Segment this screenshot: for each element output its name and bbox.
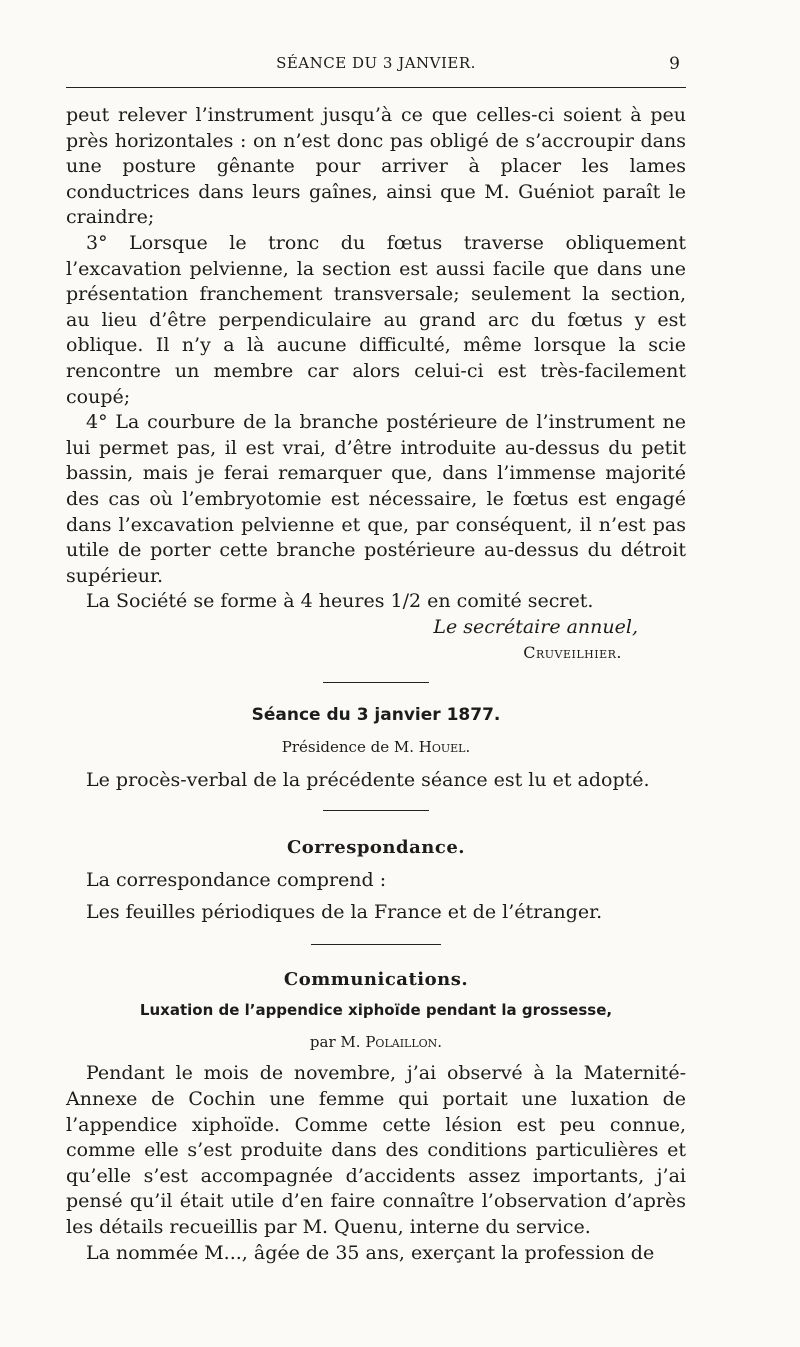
article-title: Luxation de l’appendice xiphoïde pendant la grossesse, [139, 1001, 613, 1020]
body-text [66, 103, 686, 1266]
running-title: SÉANCE DU 3 JANVIER. [276, 54, 476, 72]
paragraph-point-3: 3° Lorsque le tronc du fœtus traverse obliquement l’excavation pelvienne, la section est aussi facile que dans une présentation franchement transversale; seulement la section, au lieu d’être perpendiculaire au grand arc du fœtus y est oblique. Il n’y a là aucune difficulté, même lorsque la scie rencontre un membre car alors celui-ci est très-facilement coupé; [66, 231, 686, 408]
author-prefix: par M. [309, 1032, 361, 1051]
signature-name: Cruveilhier. [523, 643, 622, 663]
signature-role: Le secrétaire annuel, [433, 615, 638, 638]
session-minutes: Le procès-verbal de la précédente séance est lu et adopté. [86, 769, 650, 792]
session-presidence [66, 735, 686, 761]
communications-title: Communications. [283, 968, 469, 990]
paragraph-point-4: 4° La courbure de la branche postérieure de l’instrument ne lui permet pas, il est vrai, d’être introduite au-dessus du petit bassin, mais je ferai remarquer que, dans l’immense majorité des cas où l’embryotomie est nécessaire, le fœtus est engagé dans l’excavation pelvienne et que, par conséquent, il n’est pas utile de porter cette branche postérieure au-dessus du détroit supérieur. [66, 411, 686, 587]
article-author [66, 1030, 686, 1056]
correspondance-line-2: Les feuilles périodiques de la France et de l’étranger. [86, 901, 603, 924]
page-number: 9 [669, 54, 680, 74]
presidence-prefix: Présidence de M. [281, 737, 414, 756]
correspondance-line-1: La correspondance comprend : [86, 869, 387, 892]
author-name: Polaillon. [365, 1032, 443, 1051]
session-title: Séance du 3 janvier 1877. [251, 705, 501, 726]
paragraph-comite-secret: La Société se forme à 4 heures 1/2 en comité secret. [86, 590, 594, 613]
correspondance-title: Correspondance. [286, 836, 466, 858]
article-paragraph-2: La nommée M..., âgée de 35 ans, exerçant la profession de [86, 1241, 655, 1264]
article-paragraph-1: Pendant le mois de novembre, j’ai observé à la Maternité-Annexe de Cochin une femme qui portait une luxation de l’appendice xiphoïde. Comme cette lésion est peu connue, comme elle s’est produite dans des conditions particulières et qu’elle s’est accompagnée d’accidents assez importants, j’ai pensé qu’il était utile d’en faire connaître l’observation d’après les détails recueillis par M. Quenu, interne du service. [66, 1062, 686, 1238]
paragraph-continuation: peut relever l’instrument jusqu’à ce que celles-ci soient à peu près horizontales : on n’est donc pas obligé de s’accroupir dans une posture gênante pour arriver à placer les lames conductrices dans leurs gaînes, ainsi que M. Guéniot paraît le craindre; [66, 104, 686, 229]
header-rule [66, 87, 686, 88]
presidence-name: Houel. [418, 737, 471, 756]
running-head [66, 54, 686, 78]
